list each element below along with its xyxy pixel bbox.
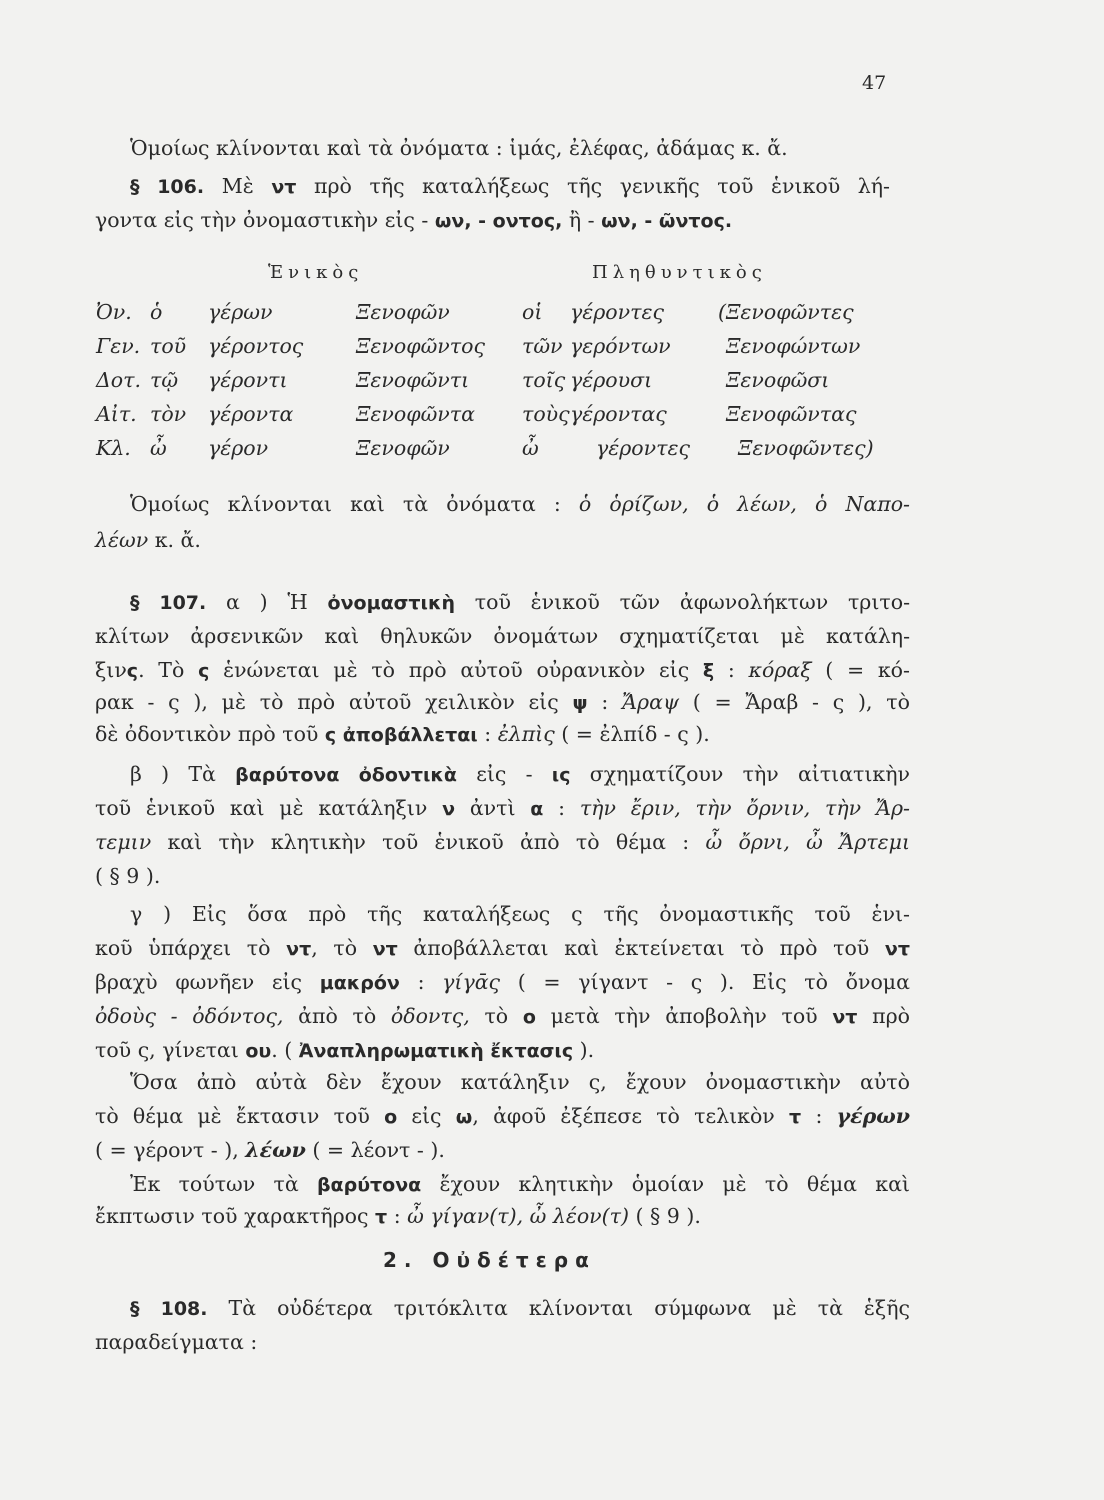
italic-text: λέων <box>95 528 149 552</box>
hosa-line-2 <box>95 1104 910 1128</box>
italic-text: ὀδοντς, <box>390 1004 470 1028</box>
text: β ) Τὰ <box>130 762 216 786</box>
text: Τὰ οὐδέτερα τριτόκλιτα κλίνονται σύμφωνα μὲ τὰ ἑξῆς <box>228 1296 910 1320</box>
bold-term: ων, - οντος, <box>434 210 563 232</box>
case-label: Κλ. <box>96 436 131 460</box>
section-107-line-1 <box>130 590 910 614</box>
italic-text: λέων <box>245 1138 306 1162</box>
text: ( = Ἄραβ - ς ), τὸ <box>692 690 910 714</box>
bold-term: ντ <box>271 176 297 198</box>
bold-term: ντ <box>832 1006 858 1028</box>
text: γοντα εἰς τὴν ὀνομαστικὴν εἰς - <box>95 208 429 232</box>
geron-singular: γέροντι <box>208 368 288 392</box>
bold-term: ς <box>324 724 337 746</box>
case-label: Αἰτ. <box>96 402 137 426</box>
bold-term: ντ <box>372 938 398 960</box>
text: πρὸ τῆς καταλήξεως τῆς γενικῆς τοῦ ἑνικοῦ λή- <box>314 174 890 198</box>
gamma-line-5 <box>95 1038 1005 1062</box>
xenophon-singular: Ξενοφῶντα <box>356 402 475 426</box>
text: κ. ἄ. <box>154 528 201 552</box>
xenophon-plural: Ξενοφῶντας <box>726 402 857 426</box>
text: ἀπὸ τὸ <box>298 1004 377 1028</box>
bold-term: ου <box>245 1040 272 1062</box>
text: , τὸ <box>311 936 358 960</box>
article-singular: τῷ <box>150 368 179 392</box>
article-singular: τὸν <box>150 402 187 426</box>
article-singular: ὦ <box>150 436 167 460</box>
geron-plural: γέροντες <box>596 436 690 460</box>
text: σχηματίζουν τὴν αἰτιατικὴν <box>589 762 910 786</box>
text: πρὸ <box>872 1004 910 1028</box>
article-singular: ὁ <box>150 300 163 324</box>
hosa-line-3 <box>95 1138 1005 1162</box>
table-header-plural: Πληθυντικὸς <box>592 262 767 283</box>
table-header-singular: Ἑνικὸς <box>268 262 364 283</box>
text: ς, γίνεται <box>137 1038 239 1062</box>
text: δὲ ὀδοντικὸν πρὸ τοῦ <box>95 722 319 746</box>
beta-line-3 <box>95 830 910 854</box>
text: . ( <box>271 1038 293 1062</box>
bold-term: βαρύτονα <box>316 1174 422 1196</box>
italic-text: κόραξ <box>748 658 812 682</box>
text: Ἐκ τούτων τὰ <box>130 1172 299 1196</box>
bold-term: ις <box>551 764 571 786</box>
bold-term: Ἀναπληρωματικὴ ἔκτασις <box>298 1040 574 1062</box>
text: ( = γέροντ - ), <box>95 1138 239 1162</box>
hosa-line-1: Ὅσα ἀπὸ αὐτὰ δὲν ἔχουν κατάληξιν ς, ἔχουν ὀνομαστικὴν αὐτὸ <box>130 1070 910 1094</box>
geron-singular: γέροντος <box>208 334 304 358</box>
article-plural: ὦ <box>522 436 539 460</box>
geron-plural: γέροντες <box>570 300 664 324</box>
text: α ) Ἡ <box>226 590 308 614</box>
section-number: § 107. <box>130 592 207 614</box>
text: τοῦ <box>95 1038 132 1062</box>
italic-text: Ἄραψ <box>622 690 680 714</box>
bold-term: ντ <box>884 938 910 960</box>
xenophon-singular: Ξενοφῶν <box>356 300 450 324</box>
beta-line-4: ( § 9 ). <box>95 864 161 888</box>
article-singular: τοῦ <box>150 334 187 358</box>
text: Ὁμοίως κλίνονται καὶ τὰ ὀνόματα : <box>130 492 561 516</box>
bold-term: ο <box>522 1006 536 1028</box>
section-107-line-2: κλίτων ἀρσενικῶν καὶ θηλυκῶν ὀνομάτων σχηματίζεται μὲ κατάλη- <box>95 624 910 648</box>
xenophon-plural: Ξενοφώντων <box>726 334 861 358</box>
text: τοῦ ἑνικοῦ καὶ μὲ κατάληξιν <box>95 796 428 820</box>
bold-term: τ <box>375 1206 388 1228</box>
section-107-line-3 <box>95 658 910 682</box>
italic-text: γέρων <box>836 1104 910 1128</box>
bold-term: ς <box>126 660 139 682</box>
text: : <box>558 796 566 820</box>
text: : <box>601 690 609 714</box>
text: ξιν <box>95 658 127 682</box>
text: : <box>393 1204 401 1228</box>
text: ρακ - ς ), μὲ τὸ πρὸ αὐτοῦ χειλικὸν εἰς <box>95 690 559 714</box>
paragraph-2-line-2 <box>95 528 1005 552</box>
article-plural: τοὺς <box>522 402 570 426</box>
geron-singular: γέρων <box>208 300 273 324</box>
text: εἰς - <box>476 762 533 786</box>
section-number: § 108. <box>130 1298 208 1320</box>
article-plural: τῶν <box>522 334 563 358</box>
bold-term: ἀποβάλλεται <box>342 724 478 746</box>
bold-term: ο <box>384 1106 398 1128</box>
bold-term: α <box>530 798 544 820</box>
case-label: Ὀν. <box>96 300 132 324</box>
text: ἀποβάλλεται καὶ ἐκτείνεται τὸ πρὸ τοῦ <box>413 936 870 960</box>
gamma-line-4 <box>95 1004 910 1028</box>
italic-text: ὁ ὁρίζων, ὁ λέων, ὁ Ναπο- <box>578 492 910 516</box>
italic-text: ὦ γίγαν(τ), ὦ λέον(τ) <box>407 1204 629 1228</box>
text: ἢ - <box>568 208 595 232</box>
article-plural: τοῖς <box>522 368 566 392</box>
text: : <box>484 722 492 746</box>
geron-plural: γερόντων <box>570 334 671 358</box>
italic-text: ὀδοὺς - ὀδόντος, <box>95 1004 284 1028</box>
section-title: 2. Οὐδέτερα <box>383 1248 596 1272</box>
paragraph-line: Ὁμοίως κλίνονται καὶ τὰ ὀνόματα : ἱμάς, ἐλέφας, ἀδάμας κ. ἄ. <box>130 136 788 160</box>
beta-line-1 <box>130 762 910 786</box>
bold-term: ων, - ῶντος. <box>601 210 733 232</box>
text: ( = κό- <box>825 658 910 682</box>
case-label: Δοτ. <box>96 368 142 392</box>
text: ἀντὶ <box>469 796 516 820</box>
bold-term: τ <box>789 1106 802 1128</box>
italic-text: τεμιν <box>95 830 152 854</box>
italic-text: τὴν ἔριν, τὴν ὄρνιν, τὴν Ἄρ- <box>579 796 910 820</box>
section-108-line-2: παραδείγματα : <box>95 1330 258 1354</box>
text: ἔχουν κλητικὴν ὁμοίαν μὲ τὸ θέμα καὶ <box>439 1172 910 1196</box>
paragraph-2-line-1 <box>130 492 910 516</box>
page-number: 47 <box>862 72 887 94</box>
geron-singular: γέροντα <box>208 402 294 426</box>
text: καὶ τὴν κλητικὴν τοῦ ἑνικοῦ ἀπὸ τὸ θέμα : <box>167 830 690 854</box>
section-106-line-2 <box>95 208 1005 232</box>
bold-term: ντ <box>286 938 312 960</box>
text: : <box>727 658 735 682</box>
text: τοῦ ἑνικοῦ τῶν ἀφωνολήκτων τριτο- <box>474 590 910 614</box>
ek-line-1 <box>130 1172 910 1196</box>
text: τὸ <box>484 1004 509 1028</box>
xenophon-singular: Ξενοφῶν <box>356 436 450 460</box>
text: ( § 9 ). <box>635 1204 701 1228</box>
article-plural: οἱ <box>522 300 543 324</box>
section-106-line-1 <box>130 174 890 198</box>
text: , ἀφοῦ ἐξέπεσε τὸ τελικὸν <box>472 1104 775 1128</box>
section-108-line-1 <box>130 1296 910 1320</box>
bold-term: ω <box>455 1106 473 1128</box>
section-number: § 106. <box>130 176 205 198</box>
text: : <box>815 1104 823 1128</box>
italic-text: ἐλπὶς <box>497 722 555 746</box>
section-107-line-5 <box>95 722 1005 746</box>
bold-term: βαρύτονα ὀδοντικὰ <box>235 764 457 786</box>
geron-singular: γέρον <box>208 436 269 460</box>
text: ( = γίγαντ - ς ). Εἰς τὸ ὄνομα <box>517 970 910 994</box>
text: ( = ἐλπίδ - ς ). <box>561 722 710 746</box>
geron-plural: γέρουσι <box>570 368 653 392</box>
gamma-line-1: γ ) Εἰς ὅσα πρὸ τῆς καταλήξεως ς τῆς ὀνομαστικῆς τοῦ ἑνι- <box>130 902 910 926</box>
bold-term: ψ <box>572 692 588 714</box>
bold-term: ς <box>198 660 210 682</box>
xenophon-plural: Ξενοφῶντες) <box>738 436 874 460</box>
gamma-line-2 <box>95 936 910 960</box>
ek-line-2 <box>95 1204 1005 1228</box>
geron-plural: γέροντας <box>570 402 667 426</box>
bold-term: ξ <box>702 660 715 682</box>
text: ). <box>579 1038 595 1062</box>
text: κοῦ ὑπάρχει τὸ <box>95 936 271 960</box>
xenophon-plural: (Ξενοφῶντες <box>718 300 854 324</box>
text: : <box>417 970 425 994</box>
xenophon-singular: Ξενοφῶντος <box>356 334 485 358</box>
text: ἔκπτωσιν τοῦ χαρακτῆρος <box>95 1204 369 1228</box>
gamma-line-3 <box>95 970 910 994</box>
beta-line-2 <box>95 796 910 820</box>
bold-term: ν <box>442 798 456 820</box>
xenophon-singular: Ξενοφῶντι <box>356 368 470 392</box>
italic-text: γίγᾱς <box>442 970 501 994</box>
text: Μὲ <box>221 174 254 198</box>
italic-text: ὦ ὄρνι, ὦ Ἄρτεμι <box>705 830 910 854</box>
text: μετὰ τὴν ἀποβολὴν τοῦ <box>550 1004 818 1028</box>
bold-term: ὀνομαστικὴ <box>327 592 455 614</box>
text: ἑνώνεται μὲ τὸ πρὸ αὐτοῦ οὐρανικὸν εἰς <box>223 658 690 682</box>
case-label: Γεν. <box>96 334 141 358</box>
section-107-line-4 <box>95 690 910 714</box>
text: εἰς <box>411 1104 442 1128</box>
xenophon-plural: Ξενοφῶσι <box>726 368 830 392</box>
text: βραχὺ φωνῆεν εἰς <box>95 970 303 994</box>
text: ( = λέοντ - ). <box>312 1138 445 1162</box>
text: τὸ θέμα μὲ ἔκτασιν τοῦ <box>95 1104 370 1128</box>
bold-term: μακρόν <box>319 972 400 994</box>
text: . Τὸ <box>138 658 185 682</box>
